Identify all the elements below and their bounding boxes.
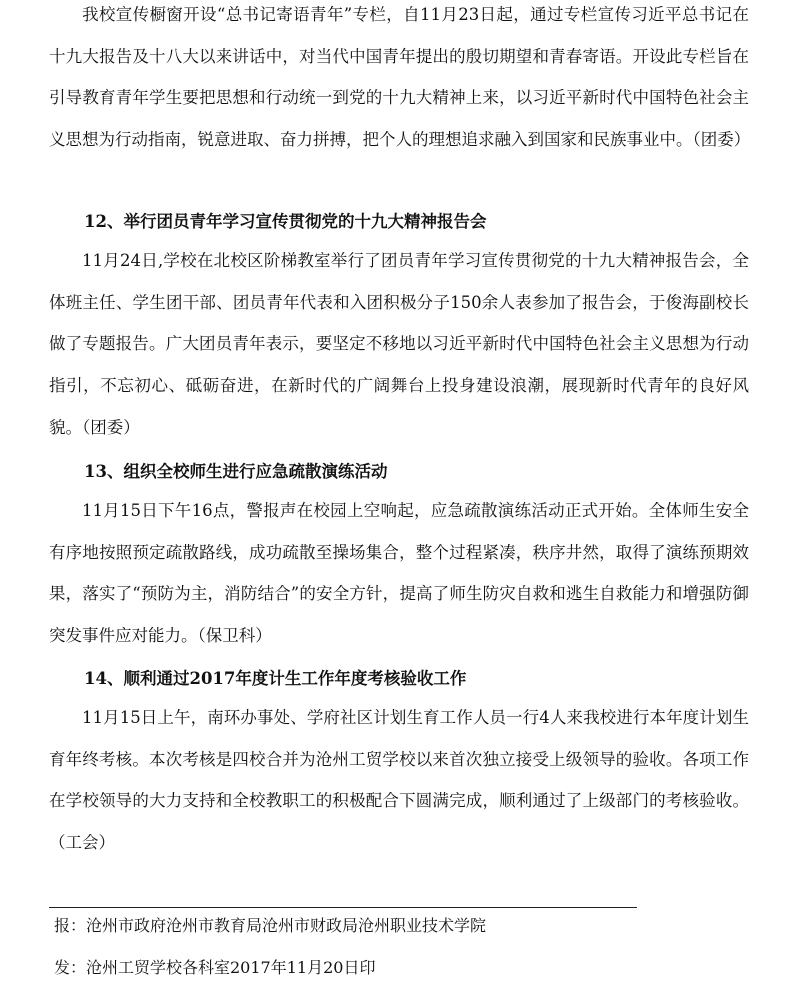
footer-issued: 发：沧州工贸学校各科室2017年11月20日印 <box>54 958 376 977</box>
section-heading-13: 13、组织全校师生进行应急疏散演练活动 <box>84 462 388 481</box>
footer-report-to: 报：沧州市政府沧州市教育局沧州市财政局沧州职业技术学院 <box>54 916 487 935</box>
paragraph-bulletin-column: 我校宣传橱窗开设“总书记寄语青年”专栏，自11月23日起，通过专栏宣传习近平总书记在十九大报告及十八大以来讲话中，对当代中国青年提出的殷切期望和青春寄语。开设此专栏旨在引导教育青年学生要把思想和行动统一到党的十九大精神上来，以习近平新时代中国特色社会主义思想为行动指南，锐意进取、奋力拼搏，把个人的理想追求融入到国家和民族事业中。（团委） <box>49 5 751 150</box>
section-body-14: 11月15日上午，南环办事处、学府社区计划生育工作人员一行4人来我校进行本年度计划生育年终考核。本次考核是四校合并为沧州工贸学校以来首次独立接受上级领导的验收。各项工作在学校领导的大力支持和全校教职工的积极配合下圆满完成，顺利通过了上级部门的考核验收。（工会） <box>49 708 749 853</box>
section-body-13: 11月15日下午16点，警报声在校园上空响起，应急疏散演练活动正式开始。全体师生安全有序地按照预定疏散路线，成功疏散至操场集合，整个过程紧凑，秩序井然，取得了演练预期效果，落实了“预防为主，消防结合”的安全方针，提高了师生防灾自救和逃生自救能力和增强防御突发事件应对能力。（保卫科） <box>49 501 749 646</box>
section-body-12: 11月24日,学校在北校区阶梯教室举行了团员青年学习宣传贯彻党的十九大精神报告会，全体班主任、学生团干部、团员青年代表和入团积极分子150余人表参加了报告会，于俊海副校长做了专题报告。广大团员青年表示，要坚定不移地以习近平新时代中国特色社会主义思想为行动指引，不忘初心、砥砺奋进，在新时代的广阔舞台上投身建设浪潮，展现新时代青年的良好风貌。（团委） <box>49 251 749 437</box>
footer-divider <box>49 907 637 908</box>
section-heading-14: 14、顺利通过2017年度计生工作年度考核验收工作 <box>84 669 467 688</box>
section-heading-12: 12、举行团员青年学习宣传贯彻党的十九大精神报告会 <box>84 212 487 231</box>
